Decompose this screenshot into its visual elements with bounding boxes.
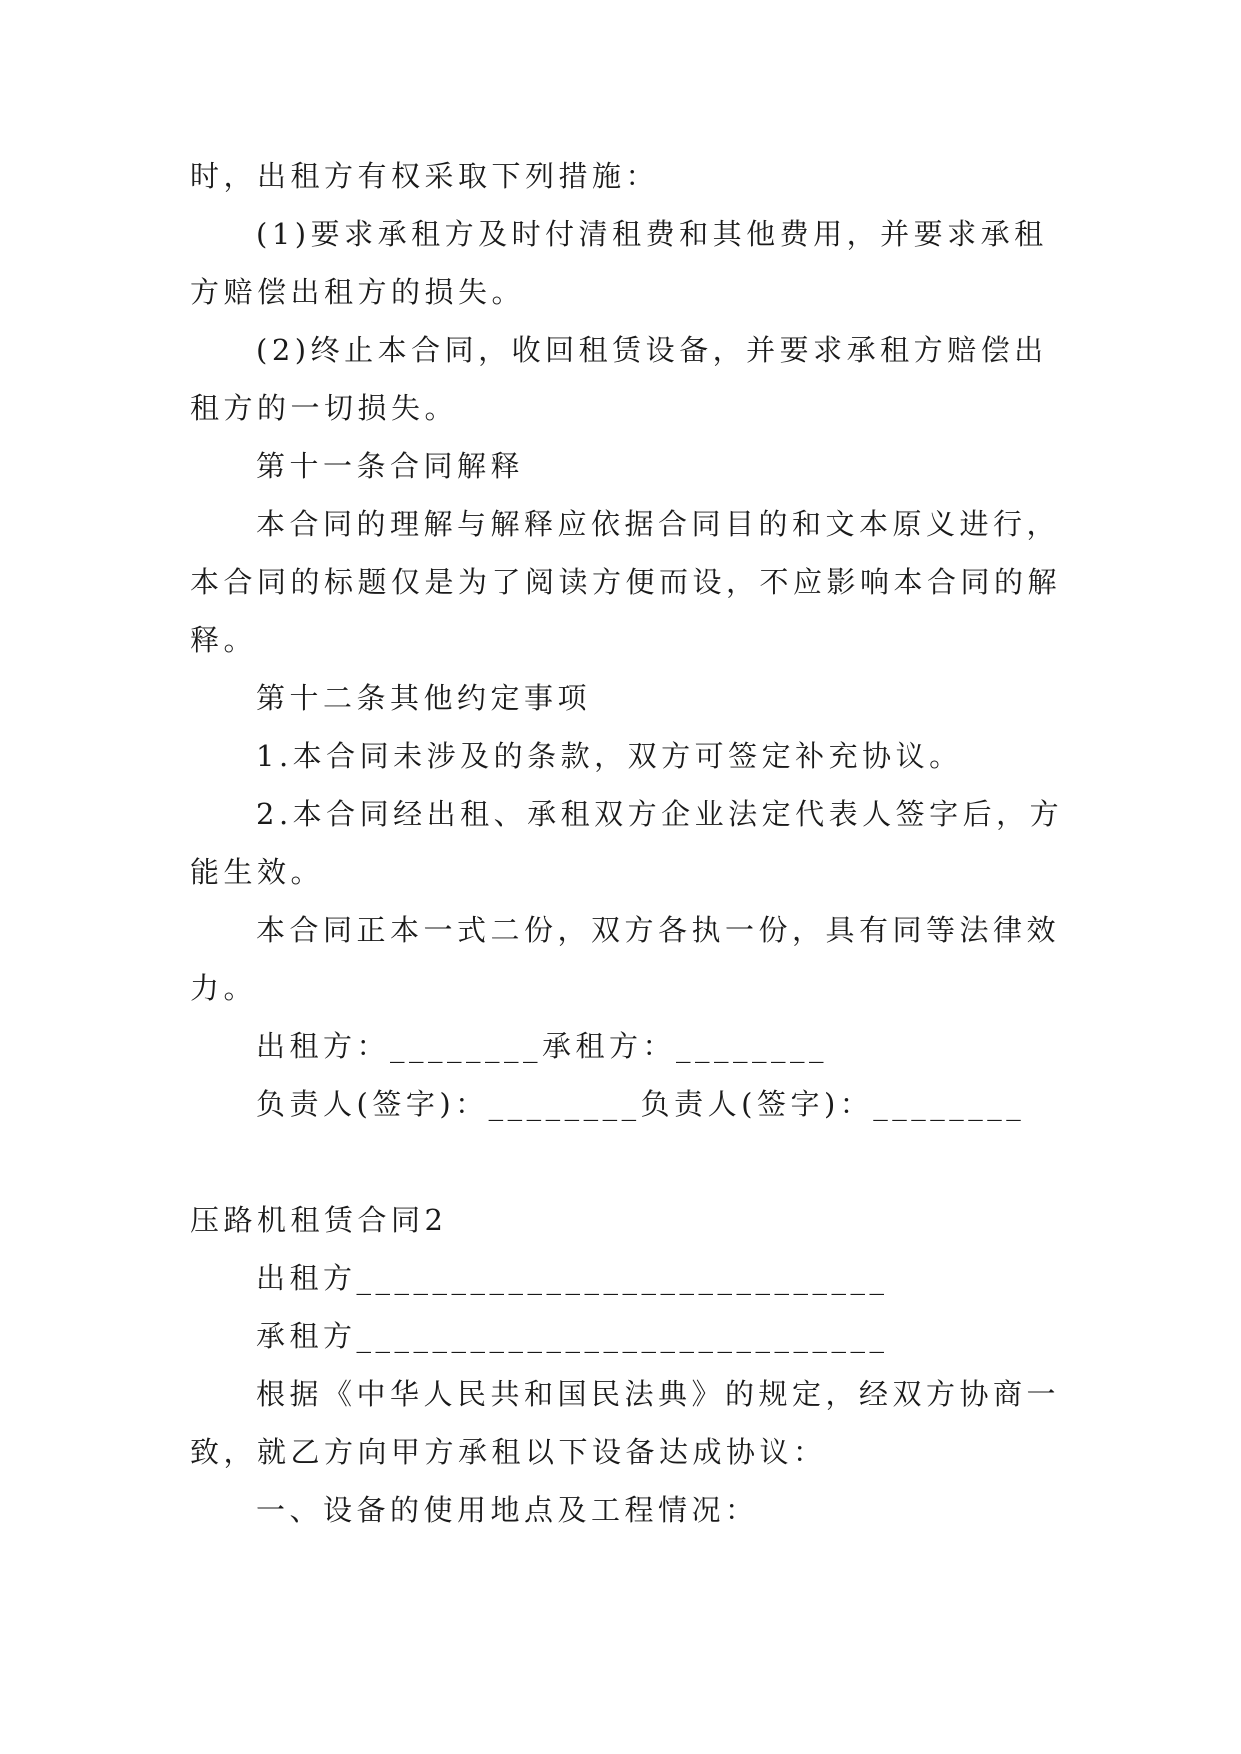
section-heading: 第十二条其他约定事项 bbox=[256, 681, 592, 715]
document-title: 压路机租赁合同2 bbox=[190, 1203, 448, 1237]
text-line: 本合同正本一式二份，双方各执一份，具有同等法律效 bbox=[256, 913, 1061, 947]
text-line: (2)终止本合同，收回租赁设备，并要求承租方赔偿出 bbox=[256, 333, 1048, 367]
text-line: 根据《中华人民共和国民法典》的规定，经双方协商一 bbox=[256, 1377, 1061, 1411]
section-heading: 第十一条合同解释 bbox=[256, 449, 525, 483]
text-line: 本合同的理解与解释应依据合同目的和文本原义进行， bbox=[256, 507, 1061, 541]
text-line: 租方的一切损失。 bbox=[190, 391, 459, 425]
party-line: 承租方____________________________ bbox=[256, 1319, 889, 1353]
signature-line: 负责人(签字)：________负责人(签字)：________ bbox=[256, 1087, 1026, 1121]
text-line: 本合同的标题仅是为了阅读方便而设，不应影响本合同的解 bbox=[190, 565, 1062, 599]
text-line: 2.本合同经出租、承租双方企业法定代表人签字后，方 bbox=[256, 797, 1064, 831]
text-line: 时，出租方有权采取下列措施： bbox=[190, 159, 660, 193]
party-line: 出租方____________________________ bbox=[256, 1261, 889, 1295]
text-line: 1.本合同未涉及的条款，双方可签定补充协议。 bbox=[256, 739, 963, 773]
text-line: 力。 bbox=[190, 971, 258, 1005]
text-line: 能生效。 bbox=[190, 855, 325, 889]
text-line: 释。 bbox=[190, 623, 258, 657]
signature-line: 出租方：________承租方：________ bbox=[256, 1029, 829, 1063]
section-heading: 一、设备的使用地点及工程情况： bbox=[256, 1493, 759, 1527]
text-line: (1)要求承租方及时付清租费和其他费用，并要求承租 bbox=[256, 217, 1048, 251]
text-line: 致，就乙方向甲方承租以下设备达成协议： bbox=[190, 1435, 827, 1469]
text-line: 方赔偿出租方的损失。 bbox=[190, 275, 526, 309]
